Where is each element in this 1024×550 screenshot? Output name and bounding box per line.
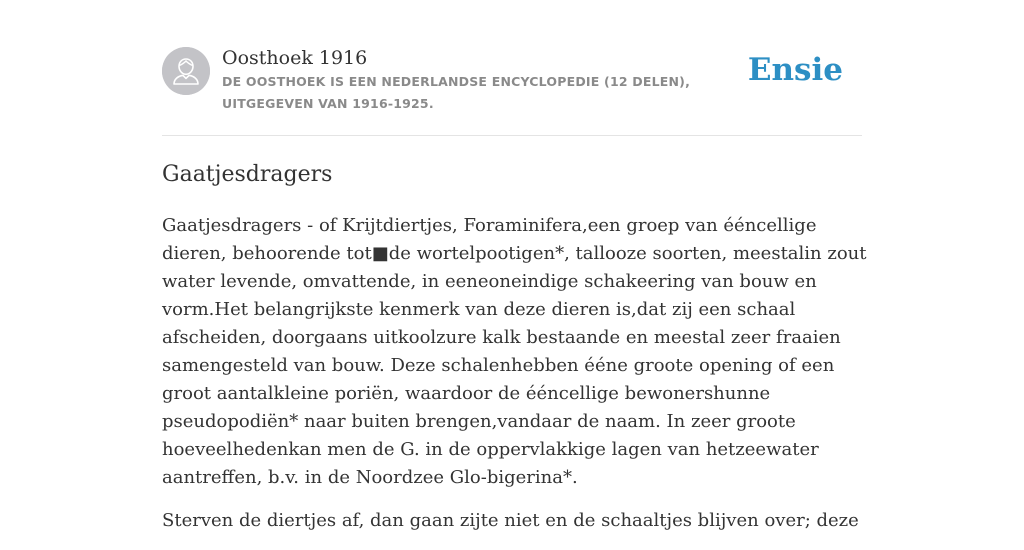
article-title: Gaatjesdragers — [162, 162, 333, 187]
header-divider — [162, 135, 862, 136]
brand-logo[interactable]: Ensie — [747, 52, 843, 88]
source-header — [162, 46, 862, 136]
article-paragraph: Sterven de diertjes af, dan gaan zijte niet en de schaaltjes blijven over; deze — [162, 510, 859, 531]
article-body — [162, 212, 867, 550]
source-description: DE OOSTHOEK IS EEN NEDERLANDSE ENCYCLOPEDIE (12 DELEN), UITGEGEVEN VAN 1916-1925. — [222, 74, 691, 111]
article-paragraph: Gaatjesdragers - of Krijtdiertjes, Foraminifera,een groep van ééncellige dieren, behoorende tot■de wortelpootigen*, tallooze soorten, meestalin zout water levende, omvattende, in eeneoneindige schakeering van bouw en vorm.Het belangrijkste kenmerk van deze dieren is,dat zij een schaal afscheiden, doorgaans uitkoolzure kalk bestaande en meestal zeer fraaien samengesteld van bouw. Deze schalenhebben ééne groote opening of een groot aantalkleine poriën, waardoor de ééncellige bewonershunne pseudopodiën* naar buiten brengen,vandaar de naam. In zeer groote hoeveelhedenkan men de G. in de oppervlakkige lagen van hetzeewater aantreffen, b.v. in de Noordzee Glo-bigerina*. — [162, 215, 867, 488]
source-title[interactable]: Oosthoek 1916 — [222, 47, 368, 69]
user-avatar-icon[interactable] — [162, 47, 210, 95]
